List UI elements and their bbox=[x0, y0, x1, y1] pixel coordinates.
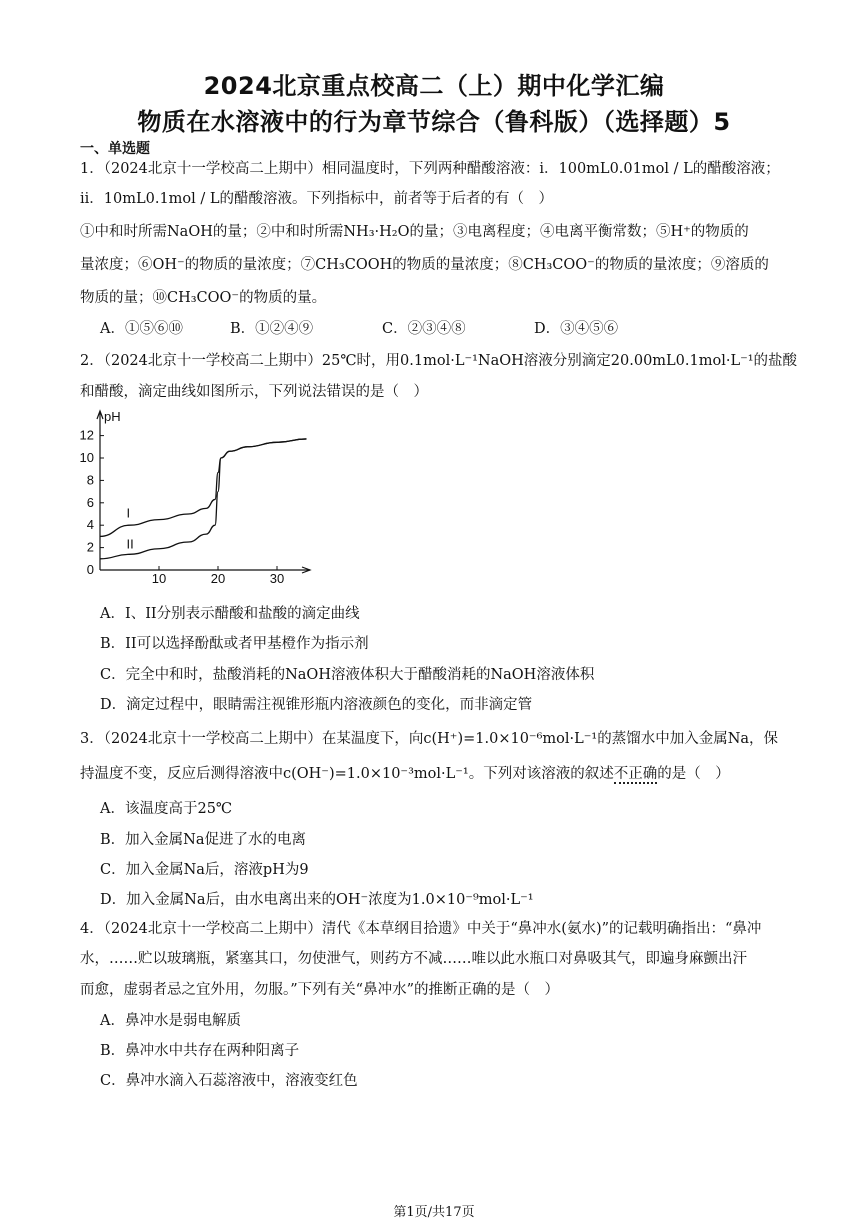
q3-stem-line2-post: 的是（ ） bbox=[657, 766, 730, 782]
q1-stem-line1: 1．（2024北京十一学校高二上期中）相同温度时，下列两种醋酸溶液：i．100mL0.01mol / L的醋酸溶液； bbox=[80, 161, 780, 177]
document-title-line2: 物质在水溶液中的行为章节综合（鲁科版）（选择题）5 bbox=[137, 108, 731, 136]
x-tick-label: 20 bbox=[210, 571, 226, 585]
q1-stem-line5: 物质的量；⑩CH₃COO⁻的物质的量。 bbox=[80, 290, 327, 306]
y-tick-label: 10 bbox=[79, 450, 94, 465]
q4-stem-line3: 而愈，虚弱者忌之宜外用，勿服。”下列有关“鼻冲水”的推断正确的是（ ） bbox=[80, 982, 559, 998]
q1-option-b[interactable]: B．①②④⑨ bbox=[230, 321, 314, 337]
q3-emphasis-text: 不正确 bbox=[613, 766, 658, 782]
q4-stem-line1: 4．（2024北京十一学校高二上期中）清代《本草纲目拾遗》中关于“鼻冲水(氨水)”的记载明确指出：“鼻冲 bbox=[80, 921, 762, 937]
section-heading: 一、单选题 bbox=[80, 141, 150, 157]
q1-stem-line4: 量浓度；⑥OH⁻的物质的量浓度；⑦CH₃COOH的物质的量浓度；⑧CH₃COO⁻的物质的量浓度；⑨溶质的 bbox=[80, 257, 769, 273]
q3-stem-line2-pre: 持温度不变，反应后测得溶液中c(OH⁻)=1.0×10⁻³mol·L⁻¹。下列对该溶液的叙述 bbox=[80, 766, 614, 782]
series-i-curve bbox=[100, 439, 307, 536]
q1-stem-line3: ①中和时所需NaOH的量；②中和时所需NH₃·H₂O的量；③电离程度；④电离平衡常数；⑤H⁺的物质的 bbox=[80, 224, 749, 240]
q2-stem-line2: 和醋酸，滴定曲线如图所示，下列说法错误的是（ ） bbox=[80, 384, 428, 400]
y-axis-label: pH bbox=[104, 409, 121, 424]
q3-option-c[interactable]: C．加入金属Na后，溶液pH为9 bbox=[100, 862, 309, 878]
q1-stem-line2: ii．10mL0.1mol / L的醋酸溶液。下列指标中，前者等于后者的有（ ） bbox=[80, 191, 554, 207]
y-tick-label: 0 bbox=[86, 562, 94, 577]
series-label-i: I bbox=[126, 505, 131, 521]
q3-stem-line1: 3．（2024北京十一学校高二上期中）在某温度下，向c(H⁺)=1.0×10⁻⁶mol·L⁻¹的蒸馏水中加入金属Na，保 bbox=[80, 731, 779, 747]
q2-option-c[interactable]: C．完全中和时，盐酸消耗的NaOH溶液体积大于醋酸消耗的NaOH溶液体积 bbox=[100, 667, 595, 683]
q3-option-b[interactable]: B．加入金属Na促进了水的电离 bbox=[100, 832, 306, 848]
q1-option-d[interactable]: D．③④⑤⑥ bbox=[534, 321, 619, 337]
y-tick-label: 2 bbox=[86, 539, 94, 555]
q3-option-d[interactable]: D．加入金属Na后，由水电离出来的OH⁻浓度为1.0×10⁻⁹mol·L⁻¹ bbox=[100, 892, 534, 908]
x-tick-label: 10 bbox=[151, 571, 167, 585]
x-tick-label: 30 bbox=[269, 571, 285, 585]
q2-option-a[interactable]: A．I、II分别表示醋酸和盐酸的滴定曲线 bbox=[100, 606, 360, 622]
titration-chart bbox=[76, 405, 316, 585]
q2-option-b[interactable]: B．II可以选择酚酞或者甲基橙作为指示剂 bbox=[100, 636, 369, 652]
q2-option-d[interactable]: D．滴定过程中，眼睛需注视锥形瓶内溶液颜色的变化，而非滴定管 bbox=[100, 697, 533, 713]
q3-option-a[interactable]: A．该温度高于25℃ bbox=[100, 801, 233, 817]
page-footer: 第1页/共17页 bbox=[393, 1205, 475, 1220]
q2-stem-line1: 2．（2024北京十一学校高二上期中）25℃时，用0.1mol·L⁻¹NaOH溶液分别滴定20.00mL0.1mol·L⁻¹的盐酸 bbox=[80, 353, 798, 369]
q1-options bbox=[100, 317, 720, 337]
q1-option-a[interactable]: A．①⑤⑥⑩ bbox=[100, 321, 183, 337]
q4-stem-line2: 水，……贮以玻璃瓶，紧塞其口，勿使泄气，则药方不减……唯以此水瓶口对鼻吸其气，即遍身麻颤出汗 bbox=[80, 951, 747, 967]
y-tick-label: 6 bbox=[86, 494, 94, 510]
q4-option-a[interactable]: A．鼻冲水是弱电解质 bbox=[100, 1013, 241, 1029]
q3-stem-line2 bbox=[80, 762, 730, 783]
document-title-line1: 2024北京重点校高二（上）期中化学汇编 bbox=[203, 72, 665, 100]
q1-option-c[interactable]: C．②③④⑧ bbox=[382, 321, 466, 337]
series-label-ii: II bbox=[126, 536, 134, 552]
q4-option-b[interactable]: B．鼻冲水中共存在两种阳离子 bbox=[100, 1043, 300, 1059]
y-tick-label: 4 bbox=[86, 517, 94, 533]
q4-option-c[interactable]: C．鼻冲水滴入石蕊溶液中，溶液变红色 bbox=[100, 1073, 358, 1089]
y-tick-label: 12 bbox=[79, 427, 94, 443]
y-tick-label: 8 bbox=[86, 472, 94, 488]
